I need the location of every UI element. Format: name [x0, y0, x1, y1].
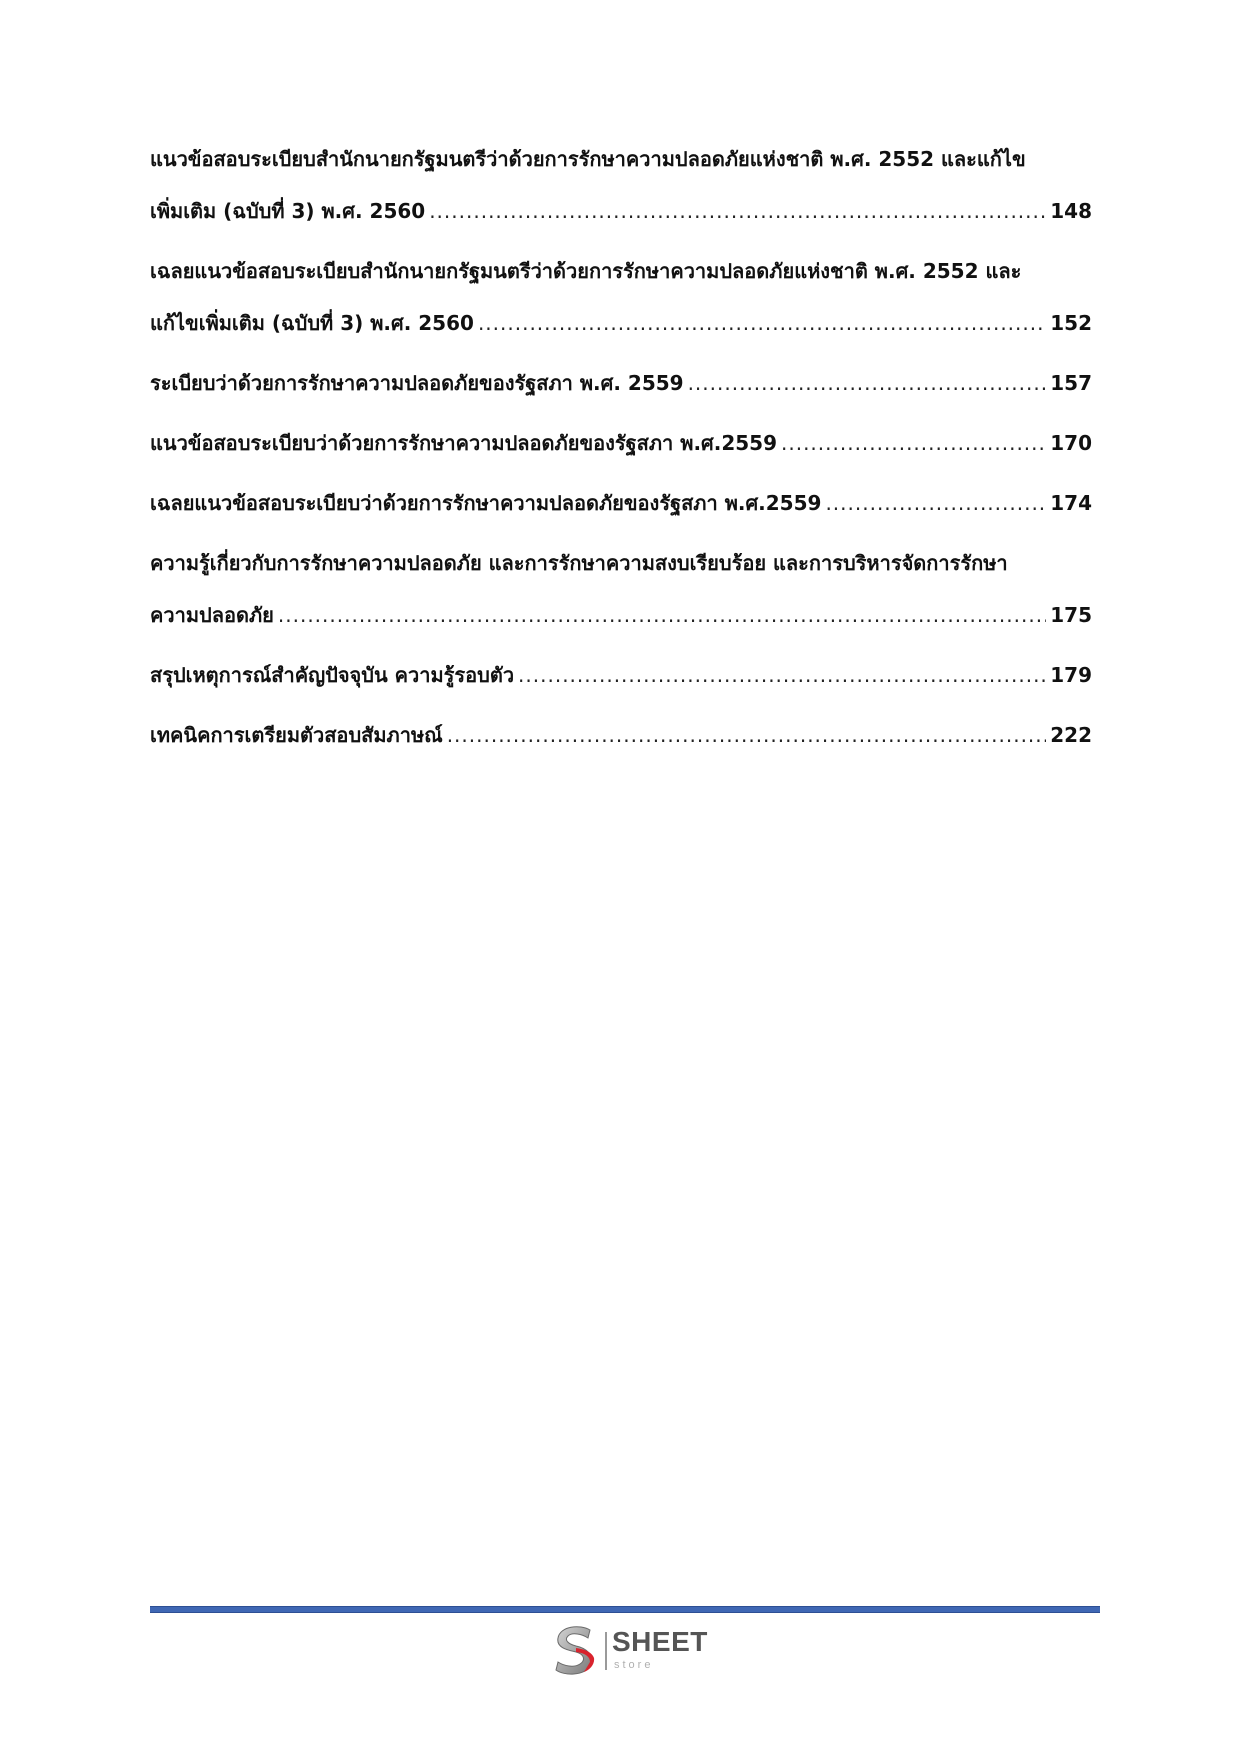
- dot-leader: [278, 598, 1046, 632]
- toc-entry[interactable]: [150, 426, 1092, 460]
- dot-leader: [447, 718, 1047, 752]
- toc-entry[interactable]: [150, 658, 1092, 692]
- dot-leader: [825, 486, 1046, 520]
- logo-divider: [605, 1632, 607, 1670]
- toc-entry[interactable]: [150, 142, 1092, 228]
- toc-page-number: 174: [1050, 491, 1092, 515]
- dot-leader: [518, 658, 1046, 692]
- toc-entry[interactable]: [150, 254, 1092, 340]
- toc-page-number: 175: [1050, 603, 1092, 627]
- toc-page-number: 222: [1050, 723, 1092, 747]
- toc-entry-title: เฉลยแนวข้อสอบระเบียบว่าด้วยการรักษาความปลอดภัยของรัฐสภา พ.ศ.2559: [150, 491, 822, 515]
- toc-entry[interactable]: [150, 546, 1092, 632]
- toc-entry-title-line2: ความปลอดภัย: [150, 603, 274, 627]
- logo-wordmark: SHEET: [612, 1626, 708, 1657]
- toc-entry-title-line1: เฉลยแนวข้อสอบระเบียบสำนักนายกรัฐมนตรีว่าด้วยการรักษาความปลอดภัยแห่งชาติ พ.ศ. 2552 และ: [150, 259, 1022, 283]
- toc-entry[interactable]: [150, 718, 1092, 752]
- toc-page-number: 152: [1050, 311, 1092, 335]
- table-of-contents: [150, 142, 1092, 778]
- logo-subtext: store: [614, 1659, 654, 1671]
- toc-entry-title-line1: ความรู้เกี่ยวกับการรักษาความปลอดภัย และการรักษาความสงบเรียบร้อย และการบริหารจัดการรักษา: [150, 551, 1008, 575]
- toc-page-number: 179: [1050, 663, 1092, 687]
- toc-entry-title-line1: แนวข้อสอบระเบียบสำนักนายกรัฐมนตรีว่าด้วยการรักษาความปลอดภัยแห่งชาติ พ.ศ. 2552 และแก้ไข: [150, 147, 1026, 171]
- toc-entry[interactable]: [150, 366, 1092, 400]
- toc-entry-title-line2: เพิ่มเติม (ฉบับที่ 3) พ.ศ. 2560: [150, 199, 426, 223]
- toc-entry-title-line2: แก้ไขเพิ่มเติม (ฉบับที่ 3) พ.ศ. 2560: [150, 311, 474, 335]
- toc-entry-title: สรุปเหตุการณ์สำคัญปัจจุบัน ความรู้รอบตัว: [150, 663, 515, 687]
- dot-leader: [478, 306, 1046, 340]
- toc-entry[interactable]: [150, 486, 1092, 520]
- toc-entry-title: เทคนิคการเตรียมตัวสอบสัมภาษณ์: [150, 723, 443, 747]
- sheet-store-s-logo-icon: [550, 1622, 602, 1676]
- dot-leader: [781, 426, 1046, 460]
- toc-page-number: 170: [1050, 431, 1092, 455]
- toc-entry-title: แนวข้อสอบระเบียบว่าด้วยการรักษาความปลอดภัยของรัฐสภา พ.ศ.2559: [150, 431, 777, 455]
- toc-page-number: 157: [1050, 371, 1092, 395]
- footer-divider: [150, 1606, 1100, 1613]
- toc-entry-title: ระเบียบว่าด้วยการรักษาความปลอดภัยของรัฐสภา พ.ศ. 2559: [150, 371, 684, 395]
- dot-leader: [429, 194, 1046, 228]
- toc-page-number: 148: [1050, 199, 1092, 223]
- sheet-store-logo: [550, 1622, 720, 1676]
- dot-leader: [688, 366, 1047, 400]
